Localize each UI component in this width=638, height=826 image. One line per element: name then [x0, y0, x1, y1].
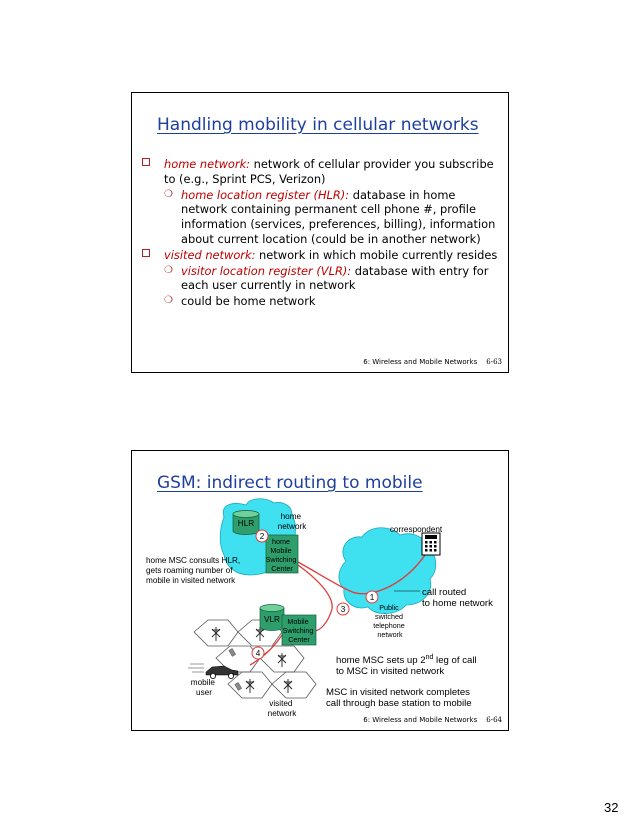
visited-msc-line: Center [288, 635, 310, 644]
bullet-text: database in home network containing permanent cell phone #, profile information (services, preferences, billing), information about current location (could be in another network) [181, 187, 496, 246]
visited-network-line: network [267, 709, 297, 718]
visited-network-label [268, 699, 298, 718]
step-number: 3 [340, 605, 346, 614]
slide-6-63 [131, 92, 509, 373]
home-network-label [278, 512, 308, 531]
second-leg-label [336, 654, 479, 677]
home-msc-line: Mobile [270, 546, 292, 555]
footer-course: 6: Wireless and Mobile Networks [363, 358, 478, 366]
home-network-line: home [280, 512, 302, 521]
second-leg-text: home MSC sets up 2 [336, 655, 426, 666]
car-icon [206, 666, 238, 679]
gsm-indirect-routing-diagram [132, 451, 508, 730]
call-routed-line: call routed [422, 587, 467, 598]
mobile-user-label [191, 678, 217, 697]
footer-slide-number: 6-64 [486, 716, 502, 724]
consults-line: home MSC consults HLR, [146, 556, 241, 565]
tower-icon [246, 679, 254, 693]
bullet-visited-network [142, 248, 502, 263]
tower-icon [278, 653, 286, 667]
cell-hexagon [272, 672, 316, 698]
page-number: 32 [604, 800, 619, 815]
bullet-text: network in which mobile currently resides [255, 247, 498, 262]
step-marker-2 [256, 530, 268, 542]
bullet-term: visitor location register (VLR): [181, 263, 352, 278]
footer-course: 6: Wireless and Mobile Networks [363, 716, 478, 724]
bullet-home-network [142, 157, 502, 187]
square-bullet-icon [142, 249, 150, 257]
bullet-text: network of cellular provider you subscribe to (e.g., Sprint PCS, Verizon) [164, 157, 494, 186]
pstn-line: switched [375, 612, 403, 621]
slide-title: Handling mobility in cellular networks [157, 115, 479, 135]
second-leg-text-end: leg of call [433, 655, 477, 666]
speed-lines-icon [188, 664, 204, 672]
consults-line: gets roaming number of [146, 566, 233, 575]
visited-msc-line: Mobile [287, 617, 309, 626]
slide-footer [363, 358, 502, 366]
home-msc-line: Switching [265, 555, 297, 564]
tower-icon [212, 627, 220, 641]
hlr-label: HLR [237, 519, 255, 528]
vlr-label: VLR [264, 615, 280, 624]
bullet-term: home network: [164, 157, 251, 171]
step-number: 2 [259, 532, 265, 541]
bullet-term: home location register (HLR): [181, 187, 350, 202]
hlr-database-icon [233, 511, 259, 535]
home-network-line: network [277, 522, 307, 531]
mobile-user-line: mobile [190, 678, 215, 687]
tower-icon [284, 679, 292, 693]
square-bullet-icon [142, 158, 150, 166]
bullet-text: database with entry for each user currently in network [181, 263, 489, 293]
step-number: 4 [255, 649, 261, 658]
pstn-line: telephone [373, 621, 405, 630]
footer-slide-number: 6-63 [486, 358, 502, 366]
vlr-database-icon [260, 605, 284, 631]
completes-call-label [326, 687, 473, 709]
circle-bullet-icon: ❍ [164, 295, 173, 307]
visited-msc-line: Switching [282, 626, 314, 635]
step-number: 1 [369, 593, 375, 602]
bullet-list [142, 157, 502, 310]
slide-footer [363, 716, 502, 724]
mobile-user-line: user [196, 688, 212, 697]
consults-line: mobile in visited network [146, 576, 236, 585]
home-msc-line: home [272, 537, 290, 546]
bullet-could-be-home [142, 294, 502, 309]
second-leg-superscript: nd [425, 654, 434, 661]
step-marker-3 [337, 603, 349, 615]
call-routed-line: to home network [422, 598, 493, 609]
call-routed-label [422, 587, 493, 609]
consults-hlr-label [146, 556, 242, 585]
circle-bullet-icon: ❍ [164, 264, 173, 276]
circle-bullet-icon: ❍ [164, 188, 173, 200]
step-marker-4 [252, 647, 264, 659]
pstn-line: network [377, 630, 403, 639]
second-leg-line2: to MSC in visited network [336, 666, 445, 677]
pstn-line: Public [379, 603, 399, 612]
completes-line: MSC in visited network completes [326, 687, 470, 698]
step-marker-1 [366, 591, 378, 603]
visited-network-line: visited [269, 699, 293, 708]
bullet-vlr [142, 264, 502, 294]
bullet-text: could be home network [181, 294, 316, 309]
home-msc-line: Center [271, 564, 293, 573]
bullet-term: visited network: [164, 247, 256, 262]
cell-phone-icon [229, 648, 236, 656]
cell-phone-icon [235, 682, 242, 690]
slide-title: GSM: indirect routing to mobile [157, 473, 423, 493]
telephone-icon [422, 533, 440, 555]
correspondent-label: correspondent [389, 525, 443, 534]
bullet-hlr [142, 188, 502, 247]
slide-6-64 [131, 450, 509, 731]
completes-line: call through base station to mobile [326, 698, 472, 709]
